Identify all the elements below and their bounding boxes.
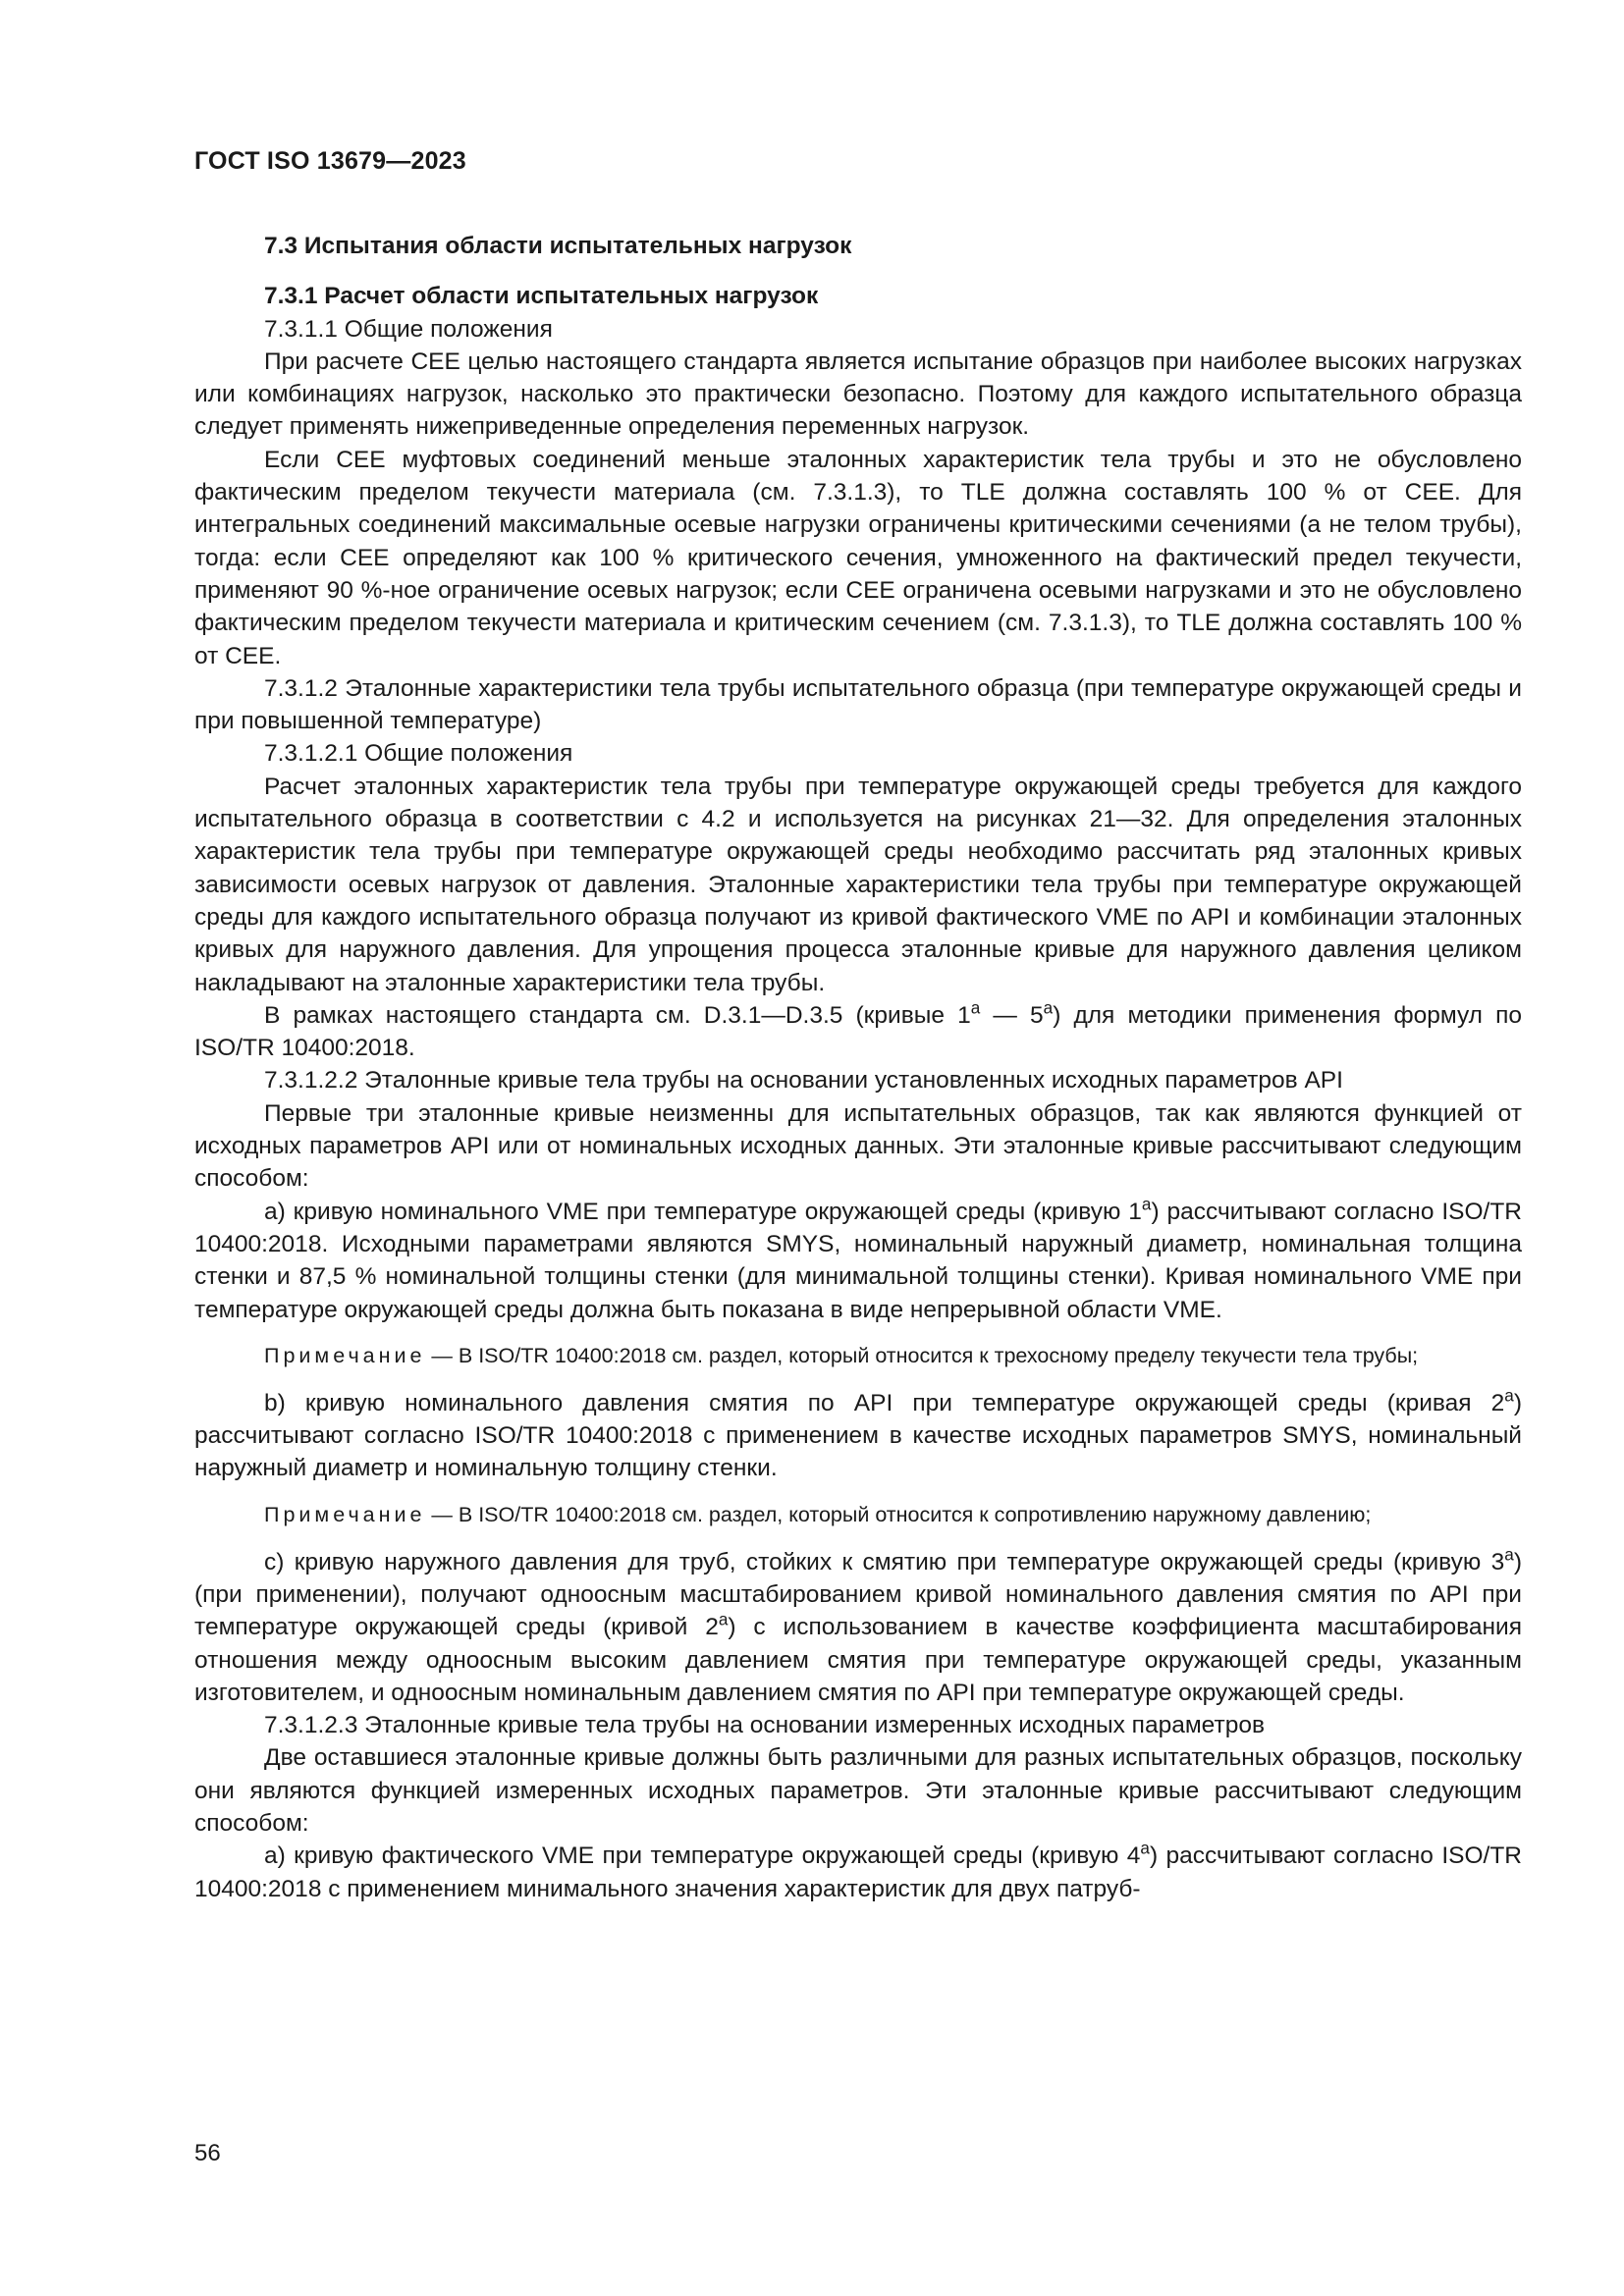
note: Примечание — В ISO/TR 10400:2018 см. раздел, который относится к сопротивлению наружному давлению; [264, 1502, 1372, 1526]
section-7-3-title: 7.3 Испытания области испытательных нагрузок [264, 233, 852, 259]
section-7-3-1-2-title: 7.3.1.2 Эталонные характеристики тела трубы испытательного образца (при температуре окружающей среды и при повышенной температуре) [194, 674, 1522, 735]
list-item-b: b) кривую номинального давления смятия по API при температуре окружающей среды (кривая $2^а$) рассчитывают согласно ISO/TR 10400:2018 с применением в качестве исходных параметров SMYS, номинальный наружный диаметр и номинальную толщину стенки. [194, 1385, 1522, 1482]
paragraph: В рамках настоящего стандарта см. D.3.1—D.3.5 (кривые $1^а$ — $5^а$) для методики применения формул по ISO/TR 10400:2018. [194, 997, 1522, 1062]
section-7-3-1-2-2-title: 7.3.1.2.2 Эталонные кривые тела трубы на основании установленных исходных параметров API [264, 1067, 1343, 1095]
list-item-c: c) кривую наружного давления для труб, стойких к смятию при температуре окружающей среды (кривую $3^а$) (при применении), получают одноосным масштабированием кривой номинального давления смятия по API при температуре окружающей среды (кривой $2^а$) с использованием в качестве коэффициента масштабирования отношения между одноосным высоким давлением смятия при температуре окружающей среды, указанным изготовителем, и одноосным номинальным давлением смятия по API при температуре окружающей среды. [194, 1544, 1522, 1706]
section-7-3-1-2-3-title: 7.3.1.2.3 Эталонные кривые тела трубы на основании измеренных исходных параметров [264, 1712, 1265, 1739]
paragraph: Две оставшиеся эталонные кривые должны быть различными для разных испытательных образцов, поскольку они являются функцией измеренных исходных параметров. Эти эталонные кривые рассчитывают следующим способом: [194, 1744, 1522, 1838]
paragraph: Расчет эталонных характеристик тела трубы при температуре окружающей среды требуется для каждого испытательного образца в соответствии с 4.2 и используется на рисунках 21—32. Для определения эталонных характеристик тела трубы при температуре окружающей среды необходимо рассчитать ряд эталонных кривых зависимости осевых нагрузок от давления. Эталонные характеристики тела трубы при температуре окружающей среды для каждого испытательного образца получают из кривой фактического VME по API и комбинации эталонных кривых для наружного давления. Для упрощения процесса эталонные кривые для наружного давления целиком накладывают на эталонные характеристики тела трубы. [194, 773, 1522, 996]
section-7-3-1-1-title: 7.3.1.1 Общие положения [264, 315, 553, 343]
section-7-3-1-title: 7.3.1 Расчет области испытательных нагрузок [264, 283, 819, 310]
section-7-3-1-2-1-title: 7.3.1.2.1 Общие положения [264, 740, 573, 768]
paragraph: Первые три эталонные кривые неизменны для испытательных образцов, так как являются функцией от исходных параметров API или от номинальных исходных данных. Эти эталонные кривые рассчитывают следующим способом: [194, 1099, 1522, 1193]
paragraph: При расчете CEE целью настоящего стандарта является испытание образцов при наиболее высоких нагрузках или комбинациях нагрузок, насколько это практически безопасно. Поэтому для каждого испытательного образца следует применять нижеприведенные определения переменных нагрузок. [194, 347, 1522, 441]
paragraph: Если CEE муфтовых соединений меньше эталонных характеристик тела трубы и это не обусловлено фактическим пределом текучести материала (см. 7.3.1.3), то TLE должна составлять 100 % от CEE. Для интегральных соединений максимальные осевые нагрузки ограничены критическими сечениями (а не телом трубы), тогда: если CEE определяют как 100 % критического сечения, умноженного на фактический предел текучести, применяют 90 %-ное ограничение осевых нагрузок; если CEE ограничена осевыми нагрузками и это не обусловлено фактическим пределом текучести материала и критическим сечением (см. 7.3.1.3), то TLE должна составлять 100 % от CEE. [194, 446, 1522, 669]
document-body [194, 230, 1522, 1905]
page-number: 56 [194, 2140, 221, 2166]
list-item-a: a) кривую фактического VME при температуре окружающей среды (кривую $4^а$) рассчитывают согласно ISO/TR 10400:2018 с применением минимального значения характеристик для двух патруб- [194, 1838, 1522, 1902]
document-header: ГОСТ ISO 13679—2023 [194, 147, 466, 175]
list-item-a: a) кривую номинального VME при температуре окружающей среды (кривую $1^а$) рассчитывают согласно ISO/TR 10400:2018. Исходными параметрами являются SMYS, номинальный наружный диаметр, номинальная толщина стенки и 87,5 % номинальной толщины стенки (для минимальной толщины стенки). Кривая номинального VME при температуре окружающей среды должна быть показана в виде непрерывной области VME. [194, 1194, 1522, 1323]
note: Примечание — В ISO/TR 10400:2018 см. раздел, который относится к трехосному пределу текучести тела трубы; [264, 1343, 1419, 1367]
